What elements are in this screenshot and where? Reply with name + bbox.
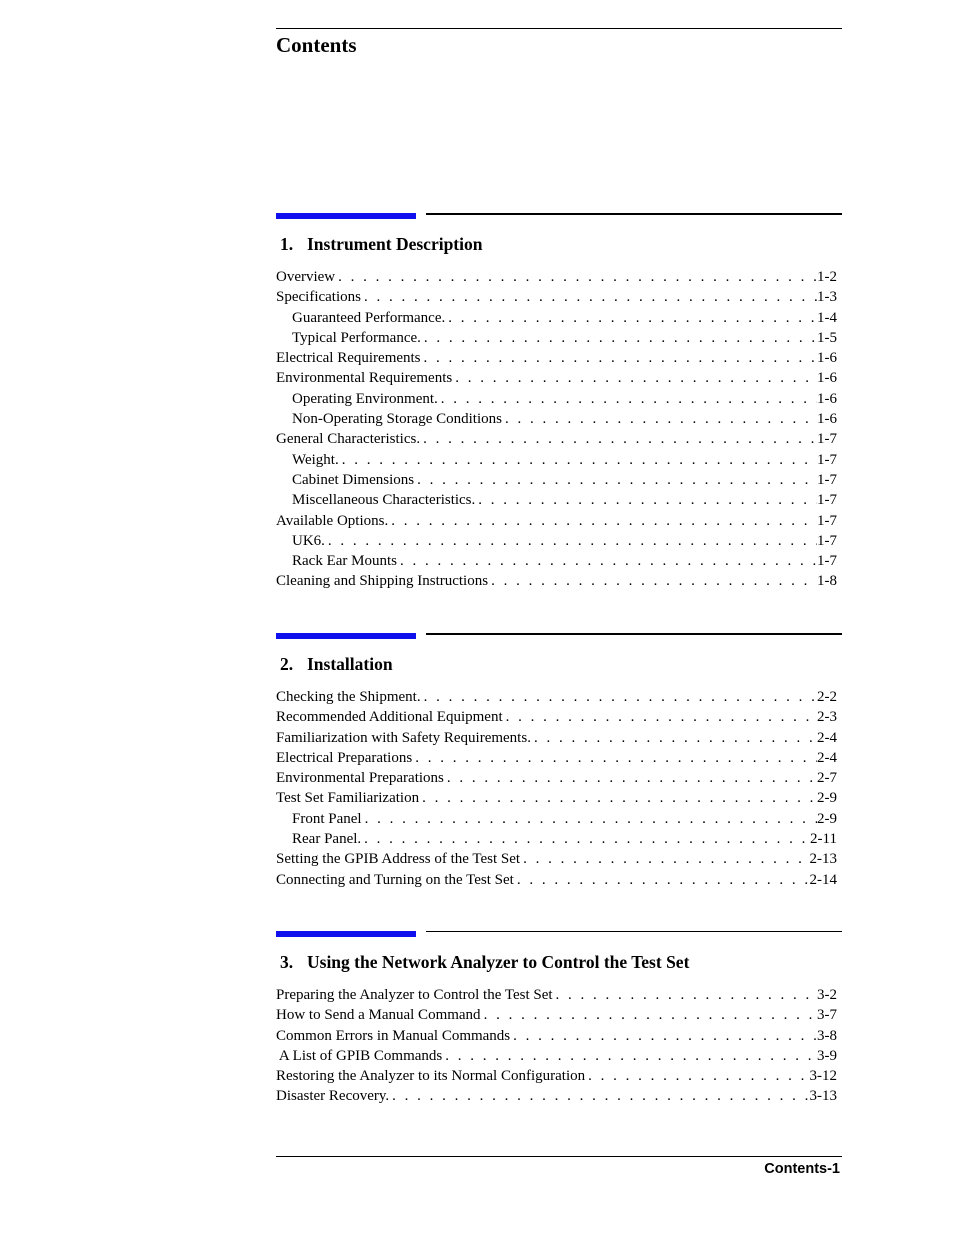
toc-entry-page: 3-8 bbox=[817, 1027, 837, 1044]
toc-entry-page: 2-2 bbox=[817, 689, 837, 705]
toc-entry-title: Guaranteed Performance. bbox=[292, 309, 446, 326]
chapter-number: 1. bbox=[280, 234, 294, 254]
toc-entry-page: 1-6 bbox=[817, 370, 837, 387]
toc-entry-page: 1-7 bbox=[817, 451, 837, 468]
toc-entry[interactable] bbox=[276, 849, 837, 869]
dot-leader bbox=[361, 829, 810, 849]
chapter-title[interactable] bbox=[280, 654, 393, 675]
toc-entry-page: 2-4 bbox=[817, 749, 837, 766]
dot-leader bbox=[388, 511, 817, 531]
chapter-title-text: Using the Network Analyzer to Control the Test Set bbox=[307, 952, 690, 972]
dot-leader bbox=[325, 531, 817, 551]
toc-entry-list bbox=[276, 267, 837, 592]
toc-entry-title: UK6. bbox=[292, 532, 325, 549]
toc-entry-page: 2-3 bbox=[817, 709, 837, 726]
toc-entry-page: 1-6 bbox=[817, 390, 837, 407]
toc-entry-page: 1-2 bbox=[817, 269, 837, 285]
chapter-number: 3. bbox=[280, 952, 294, 972]
chapter-title-text: Instrument Description bbox=[307, 234, 483, 254]
dot-leader bbox=[514, 870, 810, 890]
toc-entry[interactable] bbox=[276, 368, 837, 388]
toc-entry-list bbox=[276, 687, 837, 890]
toc-entry-page: 1-7 bbox=[817, 532, 837, 549]
toc-entry-title: Overview bbox=[276, 269, 336, 285]
toc-entry[interactable] bbox=[276, 429, 837, 449]
dot-leader bbox=[531, 728, 817, 748]
toc-entry-page: 2-7 bbox=[817, 770, 837, 787]
toc-entry[interactable] bbox=[276, 470, 837, 490]
dot-leader bbox=[335, 267, 817, 287]
toc-entry[interactable] bbox=[276, 1066, 837, 1086]
dot-leader bbox=[475, 490, 817, 510]
header-rule bbox=[276, 28, 842, 29]
dot-leader bbox=[520, 849, 809, 869]
dot-leader bbox=[412, 748, 817, 768]
dot-leader bbox=[362, 809, 817, 829]
toc-entry[interactable] bbox=[276, 490, 837, 510]
toc-entry-title: A List of GPIB Commands bbox=[276, 1047, 443, 1064]
toc-entry-title: Disaster Recovery. bbox=[276, 1088, 390, 1105]
toc-entry-page: 1-4 bbox=[817, 309, 837, 326]
dot-leader bbox=[553, 985, 817, 1005]
dot-leader bbox=[481, 1005, 817, 1025]
chapter-title[interactable] bbox=[280, 234, 482, 255]
dot-leader bbox=[488, 571, 817, 591]
toc-entry-title: Electrical Preparations bbox=[276, 749, 413, 766]
toc-entry-title: Connecting and Turning on the Test Set bbox=[276, 871, 514, 888]
toc-entry-page: 1-8 bbox=[817, 573, 837, 590]
toc-entry[interactable] bbox=[276, 328, 837, 348]
dot-leader bbox=[452, 368, 817, 388]
toc-entry-page: 3-12 bbox=[809, 1068, 837, 1085]
toc-entry-page: 1-7 bbox=[817, 471, 837, 488]
dot-leader bbox=[444, 768, 817, 788]
toc-entry-page: 2-9 bbox=[817, 790, 837, 807]
toc-entry-title: Preparing the Analyzer to Control the Test Set bbox=[276, 987, 553, 1003]
footer-rule bbox=[276, 1156, 842, 1157]
toc-entry-title: Rear Panel. bbox=[292, 831, 362, 848]
toc-entry-title: Environmental Requirements bbox=[276, 370, 453, 387]
toc-entry[interactable] bbox=[276, 707, 837, 727]
dot-leader bbox=[389, 1086, 809, 1106]
toc-entry[interactable] bbox=[276, 728, 837, 748]
toc-entry[interactable] bbox=[276, 450, 837, 470]
chapter-accent-bar bbox=[276, 931, 416, 937]
toc-entry[interactable] bbox=[276, 551, 837, 571]
toc-entry[interactable] bbox=[276, 748, 837, 768]
toc-entry-title: Common Errors in Manual Commands bbox=[276, 1027, 511, 1044]
dot-leader bbox=[361, 287, 817, 307]
dot-leader bbox=[421, 328, 817, 348]
toc-entry-title: Typical Performance. bbox=[292, 329, 421, 346]
dot-leader bbox=[503, 707, 817, 727]
toc-entry-page: 2-13 bbox=[809, 851, 837, 868]
toc-entry[interactable] bbox=[276, 308, 837, 328]
toc-entry[interactable] bbox=[276, 511, 837, 531]
toc-entry-page: 1-5 bbox=[817, 329, 837, 346]
chapter-rule bbox=[426, 213, 842, 215]
toc-entry-title: Environmental Preparations bbox=[276, 770, 444, 787]
toc-entry-title: Operating Environment. bbox=[292, 390, 438, 407]
toc-entry[interactable] bbox=[276, 348, 837, 368]
toc-entry-page: 1-7 bbox=[817, 492, 837, 509]
toc-entry[interactable] bbox=[276, 687, 837, 707]
dot-leader bbox=[339, 450, 817, 470]
dot-leader bbox=[438, 389, 817, 409]
toc-entry-title: Restoring the Analyzer to its Normal Configuration bbox=[276, 1068, 586, 1085]
toc-entry-title: Recommended Additional Equipment bbox=[276, 709, 503, 726]
toc-entry-title: Available Options. bbox=[276, 512, 389, 529]
toc-entry-page: 1-7 bbox=[817, 431, 837, 448]
dot-leader bbox=[414, 470, 817, 490]
toc-entry-title: Weight. bbox=[292, 451, 339, 468]
dot-leader bbox=[421, 687, 817, 707]
toc-entry-title: Cleaning and Shipping Instructions bbox=[276, 573, 489, 590]
toc-entry-page: 2-11 bbox=[810, 831, 837, 848]
toc-entry-title: Non-Operating Storage Conditions bbox=[292, 411, 502, 428]
toc-entry-title: Rack Ear Mounts bbox=[292, 553, 397, 570]
toc-entry[interactable] bbox=[276, 829, 837, 849]
toc-entry-list bbox=[276, 985, 837, 1107]
toc-entry[interactable] bbox=[276, 389, 837, 409]
toc-entry[interactable] bbox=[276, 1086, 837, 1106]
toc-entry-title: Test Set Familiarization bbox=[276, 790, 420, 807]
dot-leader bbox=[502, 409, 817, 429]
toc-entry-page: 3-9 bbox=[817, 1047, 837, 1064]
toc-entry-page: 1-6 bbox=[817, 350, 837, 367]
toc-entry-title: Front Panel bbox=[292, 810, 362, 827]
toc-entry-page: 1-7 bbox=[817, 553, 837, 570]
toc-entry-title: Electrical Requirements bbox=[276, 350, 421, 367]
chapter-title-text: Installation bbox=[307, 654, 393, 674]
toc-entry-page: 1-7 bbox=[817, 512, 837, 529]
toc-entry-title: Miscellaneous Characteristics. bbox=[292, 492, 476, 509]
chapter-rule bbox=[426, 633, 842, 635]
toc-entry[interactable] bbox=[276, 267, 837, 287]
toc-entry-page: 2-4 bbox=[817, 729, 837, 746]
toc-entry-title: Specifications bbox=[276, 289, 361, 306]
chapter-rule bbox=[426, 931, 842, 932]
toc-entry[interactable] bbox=[276, 1026, 837, 1046]
toc-entry[interactable] bbox=[276, 788, 837, 808]
toc-entry[interactable] bbox=[276, 1005, 837, 1025]
toc-entry-page: 2-9 bbox=[817, 810, 837, 827]
toc-entry-title: General Characteristics. bbox=[276, 431, 421, 448]
dot-leader bbox=[585, 1066, 809, 1086]
toc-entry-title: How to Send a Manual Command bbox=[276, 1007, 481, 1024]
toc-entry-page: 2-14 bbox=[809, 871, 837, 888]
toc-entry-page: 3-2 bbox=[817, 987, 837, 1003]
toc-entry[interactable] bbox=[276, 985, 837, 1005]
toc-entry[interactable] bbox=[276, 768, 837, 788]
chapter-accent-bar bbox=[276, 213, 416, 219]
toc-entry[interactable] bbox=[276, 571, 837, 591]
toc-entry-title: Familiarization with Safety Requirements. bbox=[276, 729, 531, 746]
toc-entry[interactable] bbox=[276, 409, 837, 429]
dot-leader bbox=[442, 1046, 817, 1066]
dot-leader bbox=[419, 788, 817, 808]
page-title: Contents bbox=[276, 33, 357, 57]
chapter-accent-bar bbox=[276, 633, 416, 639]
page-footer: Contents-1 bbox=[764, 1161, 840, 1177]
chapter-title[interactable] bbox=[280, 952, 689, 973]
toc-entry-page: 3-7 bbox=[817, 1007, 837, 1024]
toc-entry[interactable] bbox=[276, 870, 837, 890]
toc-entry-title: Checking the Shipment. bbox=[276, 689, 421, 705]
toc-entry[interactable] bbox=[276, 809, 837, 829]
toc-entry-page: 1-3 bbox=[817, 289, 837, 306]
dot-leader bbox=[421, 348, 817, 368]
dot-leader bbox=[510, 1026, 817, 1046]
dot-leader bbox=[445, 308, 817, 328]
toc-entry-title: Setting the GPIB Address of the Test Set bbox=[276, 851, 521, 868]
dot-leader bbox=[397, 551, 817, 571]
toc-entry-page: 1-6 bbox=[817, 411, 837, 428]
toc-entry-title: Cabinet Dimensions bbox=[292, 471, 415, 488]
toc-entry-page: 3-13 bbox=[809, 1088, 837, 1105]
dot-leader bbox=[420, 429, 817, 449]
toc-entry[interactable] bbox=[276, 531, 837, 551]
toc-entry[interactable] bbox=[276, 287, 837, 307]
chapter-number: 2. bbox=[280, 654, 294, 674]
toc-entry[interactable] bbox=[276, 1046, 837, 1066]
